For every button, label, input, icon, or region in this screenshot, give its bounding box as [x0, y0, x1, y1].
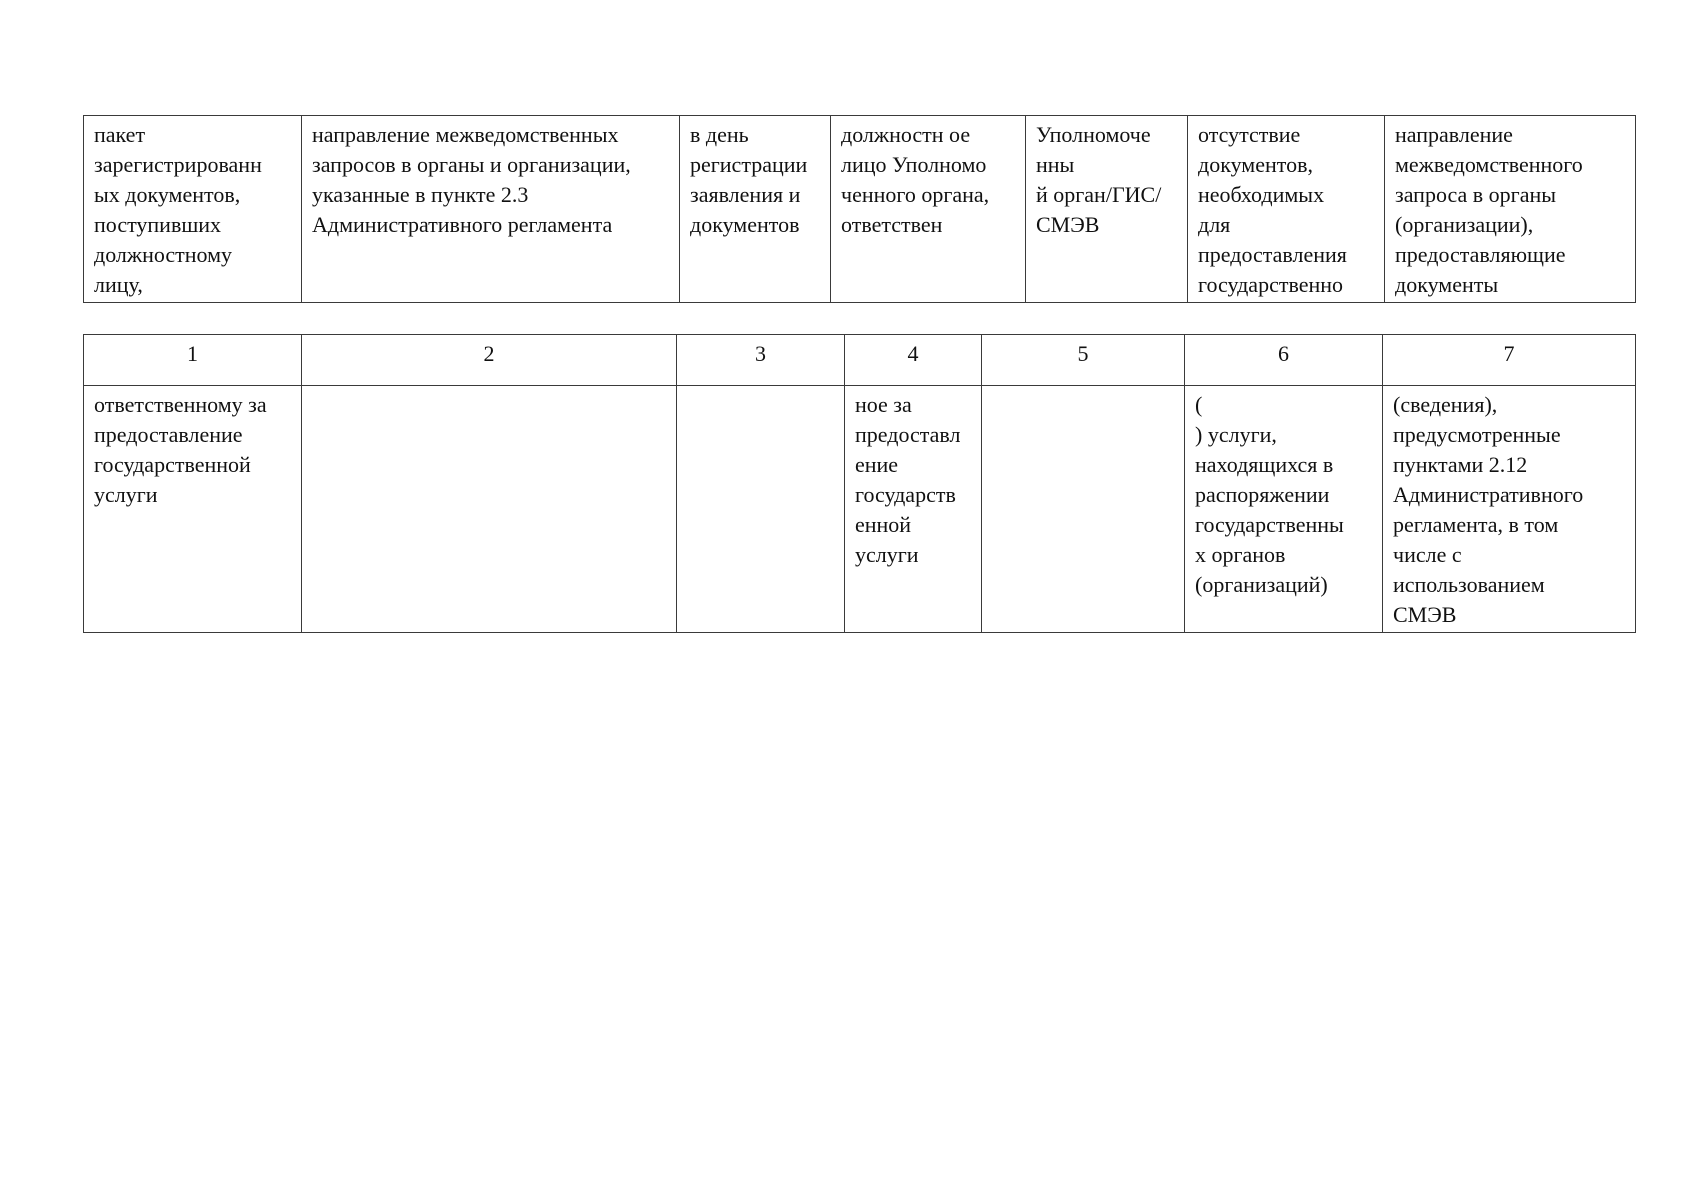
table-cell: направление межведомственных запросов в органы и организации, указанные в пункте 2.3 Административного регламента [302, 116, 680, 303]
table-cell: Уполномоче нны й орган/ГИС/ СМЭВ [1026, 116, 1188, 303]
column-number-row [84, 335, 1636, 386]
table-cell [302, 386, 677, 633]
continuation-table [83, 115, 1636, 303]
table-cell [677, 386, 845, 633]
table-row [84, 386, 1636, 633]
column-number-2: 2 [302, 335, 677, 386]
table-cell: отсутствие документов, необходимых для предоставления государственно [1188, 116, 1385, 303]
table-cell: должностн ое лицо Уполномо ченного органа, ответствен [831, 116, 1026, 303]
table-row [84, 116, 1636, 303]
table-cell: в день регистрации заявления и документов [680, 116, 831, 303]
table-cell: направление межведомственного запроса в органы (организации), предоставляющие документы [1385, 116, 1636, 303]
column-number-6: 6 [1185, 335, 1383, 386]
table-cell: пакет зарегистрированн ых документов, поступивших должностному лицу, [84, 116, 302, 303]
table-cell: (сведения), предусмотренные пунктами 2.12 Административного регламента, в том числе с использованием СМЭВ [1383, 386, 1636, 633]
column-number-4: 4 [845, 335, 982, 386]
table-cell: ответственному за предоставление государственной услуги [84, 386, 302, 633]
column-number-3: 3 [677, 335, 845, 386]
column-number-5: 5 [982, 335, 1185, 386]
column-number-1: 1 [84, 335, 302, 386]
table-cell [982, 386, 1185, 633]
table-cell: ( ) услуги, находящихся в распоряжении государственны х органов (организаций) [1185, 386, 1383, 633]
procedure-table [83, 334, 1636, 633]
column-number-7: 7 [1383, 335, 1636, 386]
table-cell: ное за предоставл ение государств енной услуги [845, 386, 982, 633]
